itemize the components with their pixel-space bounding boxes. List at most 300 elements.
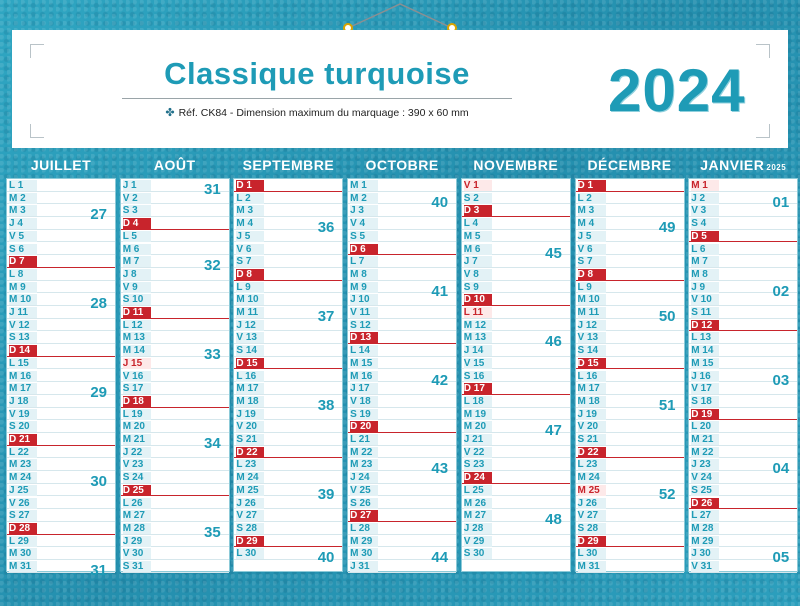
month-sheet — [688, 178, 798, 572]
day-row — [121, 471, 229, 484]
day-row — [348, 255, 456, 268]
day-label: M 29 — [350, 536, 378, 547]
day-label: J 16 — [691, 371, 719, 382]
day-label: S 6 — [9, 244, 37, 255]
day-row — [7, 243, 115, 256]
month-name-text: JANVIER — [700, 157, 765, 173]
week-number: 05 — [772, 549, 790, 567]
day-label: V 9 — [123, 282, 151, 293]
day-label: M 26 — [464, 498, 492, 509]
day-row — [462, 382, 570, 395]
week-number: 50 — [658, 308, 676, 325]
day-label: M 17 — [236, 383, 264, 394]
day-row — [689, 306, 797, 319]
day-label: L 26 — [123, 498, 151, 509]
day-label: S 12 — [350, 320, 378, 331]
day-label: M 12 — [464, 320, 492, 331]
day-label: V 20 — [236, 421, 264, 432]
month-sheet — [461, 178, 571, 572]
day-row — [689, 331, 797, 344]
day-label: D 10 — [464, 294, 492, 305]
day-label: D 20 — [350, 421, 378, 432]
day-label: M 4 — [236, 218, 264, 229]
divider — [122, 98, 512, 99]
week-number: 02 — [772, 282, 790, 300]
day-label: M 27 — [464, 510, 492, 521]
day-label: M 28 — [691, 523, 719, 534]
day-row — [576, 357, 684, 370]
day-label: M 3 — [578, 205, 606, 216]
day-label: S 14 — [578, 345, 606, 356]
day-label: M 24 — [9, 472, 37, 483]
day-label: S 17 — [123, 383, 151, 394]
day-label: M 21 — [123, 434, 151, 445]
day-label: D 4 — [123, 218, 151, 229]
day-label: V 8 — [464, 269, 492, 280]
day-label: M 24 — [578, 472, 606, 483]
day-label: L 18 — [464, 396, 492, 407]
calendar-title: Classique turquoise — [164, 56, 470, 91]
day-row — [121, 560, 229, 573]
day-label: M 15 — [350, 358, 378, 369]
day-label: V 24 — [691, 472, 719, 483]
day-row — [7, 433, 115, 446]
day-label: S 19 — [350, 409, 378, 420]
day-label: D 28 — [9, 523, 37, 534]
week-number: 41 — [431, 282, 449, 300]
day-row — [234, 281, 342, 294]
day-label: V 26 — [9, 498, 37, 509]
day-label: D 13 — [350, 332, 378, 343]
day-label: S 16 — [464, 371, 492, 382]
day-label: M 10 — [236, 294, 264, 305]
day-label: J 17 — [350, 383, 378, 394]
day-row — [121, 293, 229, 306]
day-label: M 13 — [464, 332, 492, 343]
day-row — [576, 192, 684, 205]
week-number: 47 — [545, 422, 562, 440]
day-label: M 2 — [350, 193, 378, 204]
day-row — [7, 370, 115, 383]
day-label: S 9 — [464, 282, 492, 293]
week-number: 52 — [658, 485, 676, 503]
day-label: J 12 — [578, 320, 606, 331]
day-row — [576, 458, 684, 471]
day-row — [234, 179, 342, 192]
week-number: 28 — [90, 295, 107, 313]
day-row — [462, 535, 570, 548]
day-row — [121, 319, 229, 332]
day-label: V 20 — [578, 421, 606, 432]
week-number: 03 — [772, 371, 790, 389]
day-label: S 4 — [691, 218, 719, 229]
day-label: S 13 — [9, 332, 37, 343]
day-label: D 14 — [9, 345, 37, 356]
week-number: 31 — [90, 562, 107, 579]
day-row — [234, 243, 342, 256]
day-label: J 26 — [236, 498, 264, 509]
day-row — [234, 535, 342, 548]
day-label: L 23 — [578, 459, 606, 470]
day-row — [121, 547, 229, 560]
day-row — [689, 446, 797, 459]
month-sheet — [233, 178, 343, 572]
day-label: M 22 — [350, 447, 378, 458]
day-label: M 4 — [578, 218, 606, 229]
week-number: 43 — [431, 460, 449, 478]
day-row — [234, 357, 342, 370]
clover-icon: ✤ — [165, 107, 175, 119]
day-row — [689, 484, 797, 497]
day-label: V 15 — [464, 358, 492, 369]
day-label: V 19 — [9, 409, 37, 420]
day-label: D 22 — [578, 447, 606, 458]
day-row — [234, 522, 342, 535]
day-row — [121, 395, 229, 408]
day-label: L 29 — [9, 536, 37, 547]
day-row — [576, 370, 684, 383]
day-row — [462, 293, 570, 306]
month-name — [575, 152, 685, 178]
day-row — [348, 446, 456, 459]
day-row — [462, 395, 570, 408]
day-row — [462, 370, 570, 383]
day-label: M 14 — [123, 345, 151, 356]
day-label: S 7 — [236, 256, 264, 267]
day-row — [7, 230, 115, 243]
day-label: L 4 — [464, 218, 492, 229]
day-label: V 30 — [123, 548, 151, 559]
month-column — [120, 152, 230, 597]
day-label: M 6 — [464, 244, 492, 255]
month-column — [347, 152, 457, 597]
day-label: D 1 — [578, 180, 606, 191]
week-number: 30 — [90, 473, 107, 491]
day-label: V 25 — [350, 485, 378, 496]
day-row — [121, 281, 229, 294]
day-label: S 7 — [578, 256, 606, 267]
day-row — [689, 319, 797, 332]
day-label: M 11 — [236, 307, 264, 318]
day-row — [348, 433, 456, 446]
day-label: J 25 — [9, 485, 37, 496]
day-row — [7, 192, 115, 205]
day-label: L 25 — [464, 485, 492, 496]
day-row — [462, 281, 570, 294]
day-row — [348, 331, 456, 344]
day-row — [689, 395, 797, 408]
week-number: 29 — [90, 384, 107, 402]
day-label: L 2 — [236, 193, 264, 204]
day-label: M 14 — [691, 345, 719, 356]
day-row — [576, 382, 684, 395]
month-column — [461, 152, 571, 597]
day-label: D 8 — [578, 269, 606, 280]
day-label: D 25 — [123, 485, 151, 496]
day-label: L 14 — [350, 345, 378, 356]
day-label: V 13 — [578, 332, 606, 343]
day-label: M 18 — [578, 396, 606, 407]
day-row — [121, 484, 229, 497]
week-number: 40 — [431, 193, 449, 211]
day-label: S 21 — [236, 434, 264, 445]
day-row — [689, 344, 797, 357]
day-row — [7, 344, 115, 357]
day-label: D 3 — [464, 205, 492, 216]
day-row — [576, 331, 684, 344]
day-label: J 31 — [350, 561, 378, 572]
day-label: L 9 — [578, 282, 606, 293]
day-row — [576, 560, 684, 573]
day-label: D 8 — [236, 269, 264, 280]
day-label: J 11 — [9, 307, 37, 318]
day-label: M 22 — [691, 447, 719, 458]
day-row — [234, 509, 342, 522]
day-row — [689, 357, 797, 370]
day-row — [576, 179, 684, 192]
day-row — [689, 420, 797, 433]
day-row — [576, 547, 684, 560]
day-row — [234, 420, 342, 433]
day-row — [462, 357, 570, 370]
month-name — [461, 152, 571, 178]
day-label: M 8 — [691, 269, 719, 280]
day-label: S 20 — [9, 421, 37, 432]
day-label: S 31 — [123, 561, 151, 572]
month-year-suffix: 2025 — [766, 163, 787, 172]
day-row — [348, 344, 456, 357]
day-row — [462, 458, 570, 471]
day-label: J 19 — [578, 409, 606, 420]
day-row — [7, 420, 115, 433]
day-label: D 21 — [9, 434, 37, 445]
day-label: M 17 — [578, 383, 606, 394]
day-label: M 21 — [691, 434, 719, 445]
day-row — [121, 243, 229, 256]
day-row — [576, 535, 684, 548]
day-label: M 8 — [350, 269, 378, 280]
month-sheet — [575, 178, 685, 572]
day-label: M 25 — [578, 485, 606, 496]
day-label: D 5 — [691, 231, 719, 242]
day-label: D 29 — [236, 536, 264, 547]
day-label: S 24 — [123, 472, 151, 483]
day-row — [121, 458, 229, 471]
day-label: D 12 — [691, 320, 719, 331]
day-label: M 23 — [9, 459, 37, 470]
day-label: D 6 — [350, 244, 378, 255]
day-label: L 8 — [9, 269, 37, 280]
day-label: M 1 — [691, 180, 719, 191]
day-row — [576, 446, 684, 459]
crop-mark — [756, 124, 770, 138]
month-column — [688, 152, 798, 597]
day-label: J 5 — [578, 231, 606, 242]
day-row — [348, 535, 456, 548]
month-name-text: JUILLET — [30, 157, 92, 173]
day-row — [576, 471, 684, 484]
month-name — [233, 152, 343, 178]
day-label: M 1 — [350, 180, 378, 191]
day-row — [689, 509, 797, 522]
day-label: M 30 — [350, 548, 378, 559]
day-label: J 22 — [123, 447, 151, 458]
hanger-cord — [330, 0, 470, 30]
day-label: J 15 — [123, 358, 151, 369]
day-label: M 24 — [236, 472, 264, 483]
day-row — [462, 471, 570, 484]
day-row — [7, 268, 115, 281]
day-row — [7, 179, 115, 192]
day-row — [7, 535, 115, 548]
day-row — [234, 433, 342, 446]
day-label: V 4 — [350, 218, 378, 229]
day-row — [462, 192, 570, 205]
day-row — [462, 319, 570, 332]
day-label: J 19 — [236, 409, 264, 420]
day-label: M 16 — [350, 371, 378, 382]
day-row — [121, 306, 229, 319]
day-label: L 30 — [578, 548, 606, 559]
day-label: J 28 — [464, 523, 492, 534]
month-name — [120, 152, 230, 178]
calendar-header — [12, 30, 788, 148]
day-label: M 9 — [350, 282, 378, 293]
day-row — [462, 179, 570, 192]
day-label: L 21 — [350, 434, 378, 445]
day-row — [234, 344, 342, 357]
day-label: M 13 — [123, 332, 151, 343]
day-label: D 7 — [9, 256, 37, 267]
month-name-text: OCTOBRE — [365, 157, 439, 173]
day-row — [689, 433, 797, 446]
week-number: 01 — [772, 193, 790, 211]
day-label: M 10 — [9, 294, 37, 305]
day-label: D 19 — [691, 409, 719, 420]
month-column — [6, 152, 116, 597]
week-number: 46 — [545, 333, 562, 351]
day-label: V 12 — [9, 320, 37, 331]
day-label: V 22 — [464, 447, 492, 458]
day-row — [348, 484, 456, 497]
day-label: J 5 — [236, 231, 264, 242]
day-label: S 21 — [578, 434, 606, 445]
day-row — [576, 522, 684, 535]
day-label: D 18 — [123, 396, 151, 407]
week-number: 33 — [204, 346, 221, 364]
day-label: J 24 — [350, 472, 378, 483]
day-label: S 30 — [464, 548, 492, 559]
day-label: S 27 — [9, 510, 37, 521]
day-label: L 15 — [9, 358, 37, 369]
reference-line — [122, 106, 512, 119]
day-row — [121, 408, 229, 421]
day-label: V 1 — [464, 180, 492, 191]
month-name-text: DÉCEMBRE — [587, 157, 672, 173]
week-number: 48 — [545, 511, 562, 529]
week-number: 36 — [317, 219, 335, 237]
day-row — [462, 484, 570, 497]
day-label: M 25 — [236, 485, 264, 496]
day-label: M 20 — [123, 421, 151, 432]
day-row — [348, 243, 456, 256]
day-row — [7, 331, 115, 344]
day-row — [689, 497, 797, 510]
day-label: S 23 — [464, 459, 492, 470]
week-number: 39 — [317, 485, 335, 503]
week-number: 38 — [317, 396, 335, 414]
day-label: M 5 — [464, 231, 492, 242]
day-row — [348, 395, 456, 408]
day-label: L 22 — [9, 447, 37, 458]
day-label: D 15 — [236, 358, 264, 369]
day-row — [462, 497, 570, 510]
day-row — [234, 446, 342, 459]
day-row — [348, 522, 456, 535]
day-label: S 26 — [350, 498, 378, 509]
day-row — [121, 217, 229, 230]
week-number: 37 — [317, 308, 335, 325]
day-label: D 1 — [236, 180, 264, 191]
month-name-text: AOÛT — [153, 157, 196, 173]
week-number: 42 — [431, 371, 449, 389]
day-label: V 23 — [123, 459, 151, 470]
day-row — [348, 268, 456, 281]
day-label: V 5 — [9, 231, 37, 242]
day-row — [7, 255, 115, 268]
day-label: M 19 — [464, 409, 492, 420]
day-row — [576, 433, 684, 446]
day-row — [121, 204, 229, 217]
day-label: V 2 — [123, 193, 151, 204]
day-label: V 6 — [578, 244, 606, 255]
day-label: L 13 — [691, 332, 719, 343]
day-label: J 30 — [691, 548, 719, 559]
week-number: 44 — [431, 549, 449, 567]
day-row — [462, 306, 570, 319]
day-label: S 3 — [123, 205, 151, 216]
day-label: M 23 — [350, 459, 378, 470]
day-label: S 5 — [350, 231, 378, 242]
day-row — [7, 458, 115, 471]
day-label: M 6 — [123, 244, 151, 255]
day-row — [462, 204, 570, 217]
week-number: 35 — [204, 523, 221, 541]
day-row — [121, 370, 229, 383]
day-label: L 28 — [350, 523, 378, 534]
months-grid — [6, 152, 794, 597]
day-row — [348, 319, 456, 332]
day-row — [7, 547, 115, 560]
day-label: D 27 — [350, 510, 378, 521]
day-label: D 24 — [464, 472, 492, 483]
day-row — [689, 255, 797, 268]
day-label: J 14 — [464, 345, 492, 356]
day-label: V 27 — [236, 510, 264, 521]
crop-mark — [30, 124, 44, 138]
day-label: S 2 — [464, 193, 492, 204]
day-label: M 10 — [578, 294, 606, 305]
day-row — [121, 497, 229, 510]
day-row — [348, 357, 456, 370]
day-label: L 12 — [123, 320, 151, 331]
day-label: J 26 — [578, 498, 606, 509]
crop-mark — [30, 44, 44, 58]
day-label: V 3 — [691, 205, 719, 216]
day-row — [234, 293, 342, 306]
day-label: V 17 — [691, 383, 719, 394]
day-label: S 14 — [236, 345, 264, 356]
